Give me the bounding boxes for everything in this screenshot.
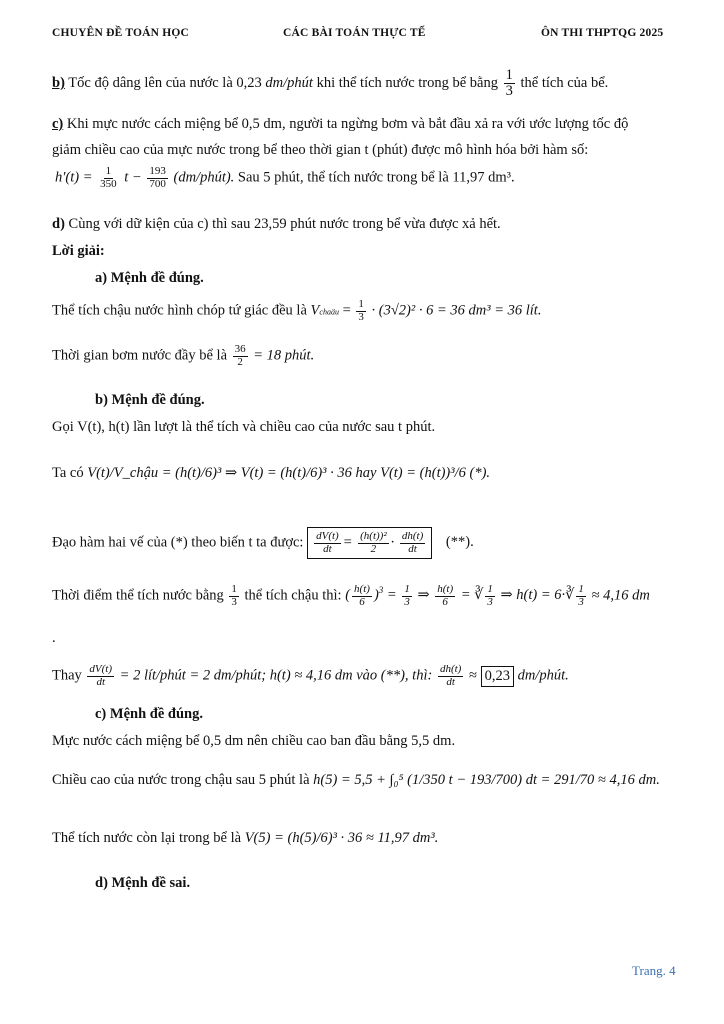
solution-title: Lời giải: <box>52 243 105 259</box>
part-c-line2: Chiều cao của nước trong chậu sau 5 phút là h(5) = 5,5 + ∫₀⁵ (1/350 t − 193/700) dt = 291/70 ≈ 4,16 dm. <box>52 772 660 788</box>
part-b-line2: Ta có V(t)/V_chậu = (h(t)/6)³ ⇒ V(t) = (h(t)/6)³ · 36 hay V(t) = (h(t))³/6 (*). <box>52 465 491 481</box>
fraction: $\frac{1}{3}$ <box>505 67 513 100</box>
cube-root-formula: ( $\frac{h(t)}{6}$ )$^3$ = $\frac{1}{3}$ ⇒ $\frac{h(t)}{6}$ = ∛ $\frac{1}{3}$ ⇒ h(t) = 6·∛ $\frac{1}{3}$ <box>345 583 584 608</box>
ratio-formula: V(t)/V_chậu = (h(t)/6)³ ⇒ V(t) = (h(t)/6)³ · 36 hay V(t) = (h(t))³/6 (*). <box>87 465 491 481</box>
statement-d: d) Cùng với dữ kiện của c) thì sau 23,59 phút nước trong bể vừa được xả hết. <box>52 216 501 232</box>
part-b-heading: b) Mệnh đề đúng. <box>95 392 205 408</box>
statement-c-line2: giảm chiều cao của mực nước trong bể theo thời gian t (phút) được mô hình hóa bởi hàm số: <box>52 142 589 158</box>
part-b-line3: Đạo hàm hai vế của (*) theo biến t ta được: $\frac{dV(t)}{dt}$ = $\frac{\text{(h(t))²}}{2}$ · $\frac{dh(t)}{dt}$ (**). <box>52 527 474 559</box>
derivative-formula-box: $\frac{dV(t)}{dt}$ = $\frac{\text{(h(t))²}}{2}$ · $\frac{dh(t)}{dt}$ <box>307 527 432 559</box>
statement-b: b) Tốc độ dâng lên của nước là 0,23 dm/phút khi thể tích nước trong bể bằng $\frac{1}{3}$ thể tích của bể. <box>52 67 609 100</box>
part-c-line3: Thể tích nước còn lại trong bể là V(5) = (h(5)/6)³ · 36 ≈ 11,97 dm³. <box>52 830 439 846</box>
header-left: CHUYÊN ĐỀ TOÁN HỌC <box>52 27 190 39</box>
statement-b-label: b) <box>52 75 65 92</box>
part-c-heading: c) Mệnh đề đúng. <box>95 706 203 722</box>
header-center: CÁC BÀI TOÁN THỰC TẾ <box>283 27 426 39</box>
stray-dot: . <box>52 630 56 646</box>
part-b-line5: Thay $\frac{dV(t)}{dt}$ = 2 lít/phút = 2 dm/phút; h(t) ≈ 4,16 dm vào (**), thì: $\frac{dh(t)}{dt}$ ≈ 0,23 dm/phút. <box>52 663 569 688</box>
part-d-heading: d) Mệnh đề sai. <box>95 875 191 891</box>
page-number: Trang. 4 <box>632 963 676 978</box>
statement-c-formula: h′(t) = $\frac{1}{350}$ t − $\frac{193}{700}$ (dm/phút). Sau 5 phút, thể tích nước trong bể là 11,97 dm³. <box>55 165 515 190</box>
part-a-line1: Thể tích chậu nước hình chóp tứ giác đều là Vchaäu = $\frac{1}{3}$ · (3√2)² · 6 = 36 dm³ = 36 lít. <box>52 298 542 323</box>
header-right: ÔN THI THPTQG 2025 <box>541 27 664 39</box>
answer-box: 0,23 <box>481 666 514 687</box>
part-b-line1: Gọi V(t), h(t) lần lượt là thể tích và chiều cao của nước sau t phút. <box>52 419 436 435</box>
part-a-line2: Thời gian bơm nước đầy bể là $\frac{36}{2}$ = 18 phút. <box>52 343 315 368</box>
part-c-line1: Mực nước cách miệng bể 0,5 dm nên chiều cao ban đầu bằng 5,5 dm. <box>52 733 456 749</box>
statement-c-line1: c) Khi mực nước cách miệng bể 0,5 dm, người ta ngừng bơm và bắt đầu xả ra với ước lượng tốc độ <box>52 116 629 132</box>
part-b-line4: Thời điểm thể tích nước bằng $\frac{1}{3}$ thể tích chậu thì: ( $\frac{h(t)}{6}$ )$^3$ = $\frac{1}{3}$ ⇒ $\frac{h(t)}{6}$ = ∛ $\frac{1}{3}$ ⇒ h(t) = 6·∛ $\frac{1}{3}$ ≈ 4,16 dm <box>52 583 650 608</box>
integral-formula: h(5) = 5,5 + ∫₀⁵ (1/350 t − 193/700) dt = 291/70 ≈ 4,16 dm. <box>313 772 660 788</box>
part-a-heading: a) Mệnh đề đúng. <box>95 270 204 286</box>
volume-formula: V(5) = (h(5)/6)³ · 36 ≈ 11,97 dm³. <box>244 830 439 846</box>
